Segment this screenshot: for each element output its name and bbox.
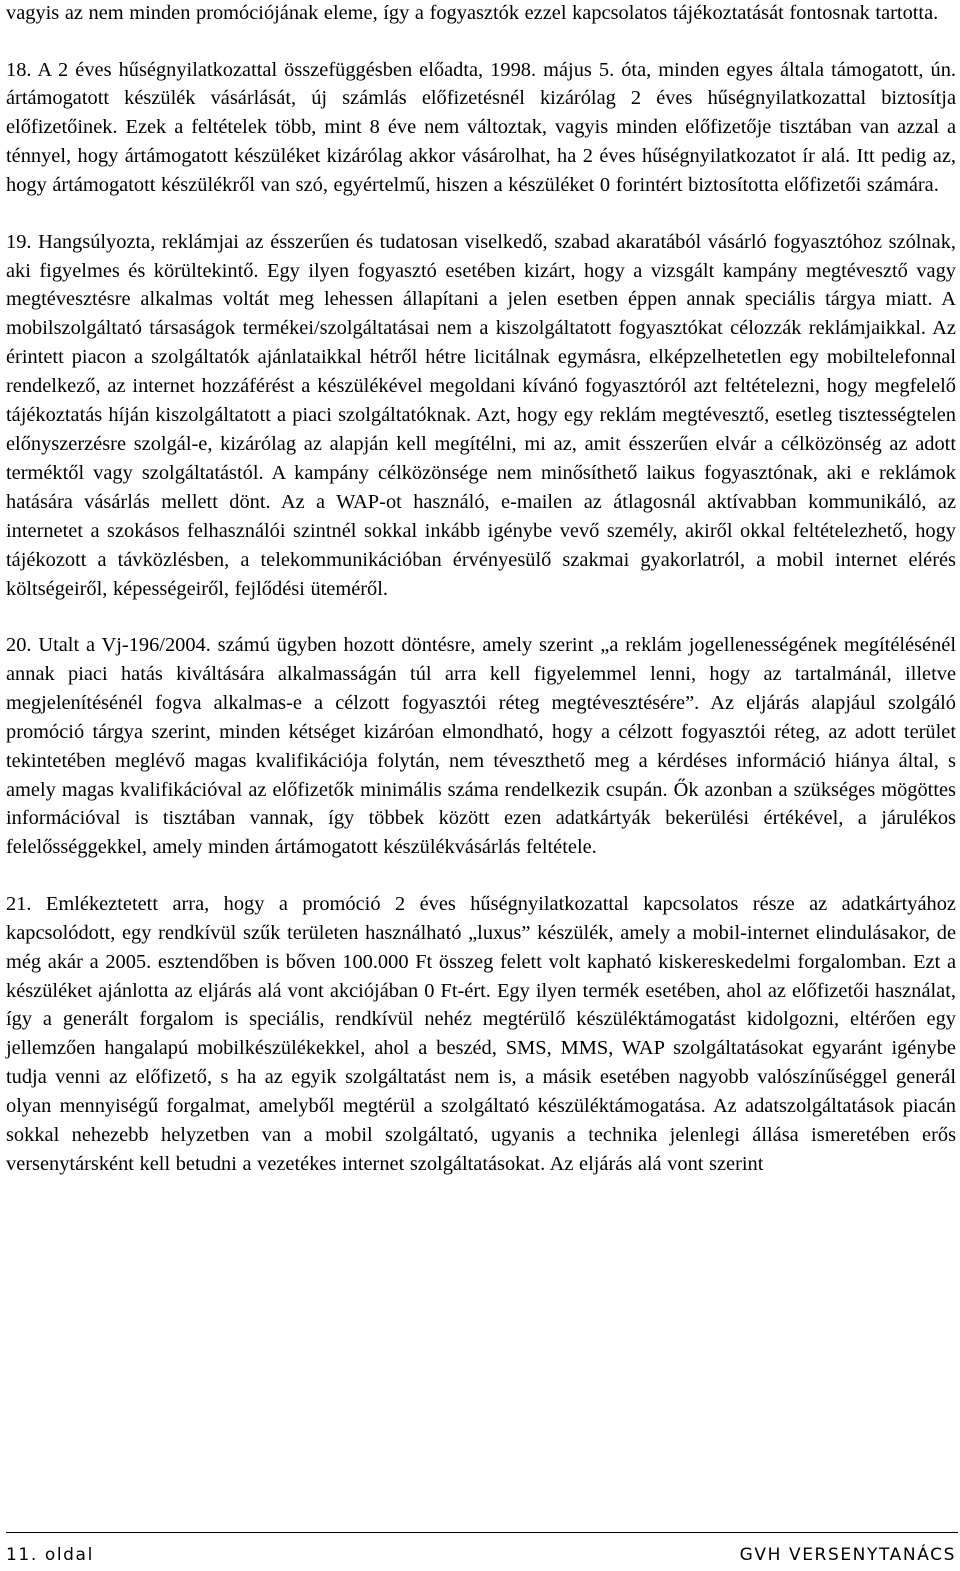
paragraph-21: 21. Emlékeztetett arra, hogy a promóció 2 éves hűségnyilatkozattal kapcsolatos része az adatkártyához kapcsolódott, egy rendkívül szűk területen használható „luxus” készülék, amely a mobil-internet elindulásakor, de még akár a 2005. esztendőben is bőven 100.000 Ft összeg felett volt kapható kiskereskedelmi forgalomban. Ezt a készüléket ajánlotta az eljárás alá vont akciójában 0 Ft-ért. Egy ilyen termék esetében, ahol az előfizetői használat, így a generált forgalom is speciális, rendkívül nehéz megtérülő készüléktámogatást kidolgozni, eltérően egy jellemzően hangalapú mobilkészülékekkel, ahol a beszéd, SMS, MMS, WAP szolgáltatásokat egyaránt igénybe tudja venni az előfizető, s ha az egyik szolgáltatást nem is, a másik esetében nagyobb valószínűséggel generál olyan mennyiségű forgalmat, amelyből megtérül a szolgáltató készüléktámogatása. Az adatszolgáltatások piacán sokkal nehezebb helyzetben van a mobil szolgáltató, ugyanis a technika jelenlegi állása ismeretében erős versenytársként kell betudni a vezetékes internet szolgáltatásokat. Az eljárás alá vont szerint xyxy=(6,892,956,1175)
paragraph-18: 18. A 2 éves hűségnyilatkozattal összefüggésben előadta, 1998. május 5. óta, minden egyes általa támogatott, ún. ártámogatott készülék vásárlását, új számlás előfizetésnél kizárólag 2 éves hűségnyilatkozattal biztosítja előfizetőinek. Ezek a feltételek több, mint 8 éve nem változtak, vagyis minden előfizetője tisztában van azzal a ténnyel, hogy ártámogatott készüléket kizárólag akkor vásárolhat, ha 2 éves hűségnyilatkozatot ír alá. Itt pedig az, hogy ártámogatott készülékről van szó, egyértelmű, hiszen a készüléket 0 forintért biztosította előfizetői számára. xyxy=(6,58,956,197)
paragraph-20: 20. Utalt a Vj-196/2004. számú ügyben hozott döntésre, amely szerint „a reklám jogellenességének megítélésénél annak piaci hatás kiváltására alkalmasságán túl arra kell figyelemmel lenni, hogy az tartalmánál, illetve megjelenítésénél fogva alkalmas-e a célzott fogyasztói réteg megtévesztésére”. Az eljárás alapjául szolgáló promóció tárgya szerint, minden kétséget kizáróan elmondható, hogy a célzott fogyasztói réteg, az adott terület tekintetében meglévő magas kvalifikációja folytán, nem téveszthető meg a kérdéses információ hiánya által, s amely magas kvalifikációval az előfizetők minimális száma rendelkezik csupán. Ők azonban a szükséges mögöttes információval is tisztában vannak, így többek között ezen adatkártyák bekerülési értékével, a járulékos felelősséggekkel, amely minden ártámogatott készülékvásárlás feltétele. xyxy=(6,634,956,859)
page-number: 11. oldal xyxy=(6,1545,94,1565)
page-footer xyxy=(6,1545,956,1571)
paragraph-continuation: vagyis az nem minden promóciójának eleme, így a fogyasztók ezzel kapcsolatos tájékoztatását fontosnak tartotta. xyxy=(6,2,939,24)
organization-name: GVH VERSENYTANÁCS xyxy=(739,1545,956,1565)
footer-divider xyxy=(6,1532,958,1533)
paragraph-gap xyxy=(6,200,956,228)
paragraph-19: 19. Hangsúlyozta, reklámjai az ésszerűen és tudatosan viselkedő, szabad akaratából vásárló fogyasztóhoz szólnak, aki figyelmes és körültekintő. Egy ilyen fogyasztó esetében kizárt, hogy a vizsgált kampány megtévesztő vagy megtévesztésre alkalmas voltát meg lehessen állapítani a jelen esetben éppen annak speciális tárgya miatt. A mobilszolgáltató társaságok termékei/szolgáltatásai nem a kiszolgáltatott fogyasztókat célozzák reklámjaikkal. Az érintett piacon a szolgáltatók ajánlataikkal hétről hétre licitálnak egymásra, elképzelhetetlen egy mobiltelefonnal rendelkező, az internet hozzáférést a készülékével megoldani kívánó fogyasztóról azt feltételezni, hogy megfelelő tájékoztatás híján kiszolgáltatott a piaci szolgáltatóknak. Azt, hogy egy reklám megtévesztő, esetleg tisztességtelen előnyszerzésre szolgál-e, kizárólag az alapján kell megítélni, mi az, amit ésszerűen elvár a célközönség az adott terméktől vagy szolgáltatástól. A kampány célközönsége nem minősíthető laikus fogyasztónak, aki e reklámok hatására vásárlás mellett dönt. Az a WAP-ot használó, e-mailen az átlagosnál aktívabban kommunikáló, az internetet a szokásos felhasználói szintnél sokkal inkább igénybe vevő személy, akiről okkal feltételezhető, hogy tájékozott a távközlésben, a telekommunikációban érvényesülő szakmai gyakorlatról, a mobil internet elérés költségeiről, képességeiről, fejlődési üteméről. xyxy=(6,230,956,600)
document-page xyxy=(6,0,956,1179)
paragraph-gap xyxy=(6,28,956,56)
paragraph-gap xyxy=(6,862,956,890)
paragraph-gap xyxy=(6,603,956,631)
